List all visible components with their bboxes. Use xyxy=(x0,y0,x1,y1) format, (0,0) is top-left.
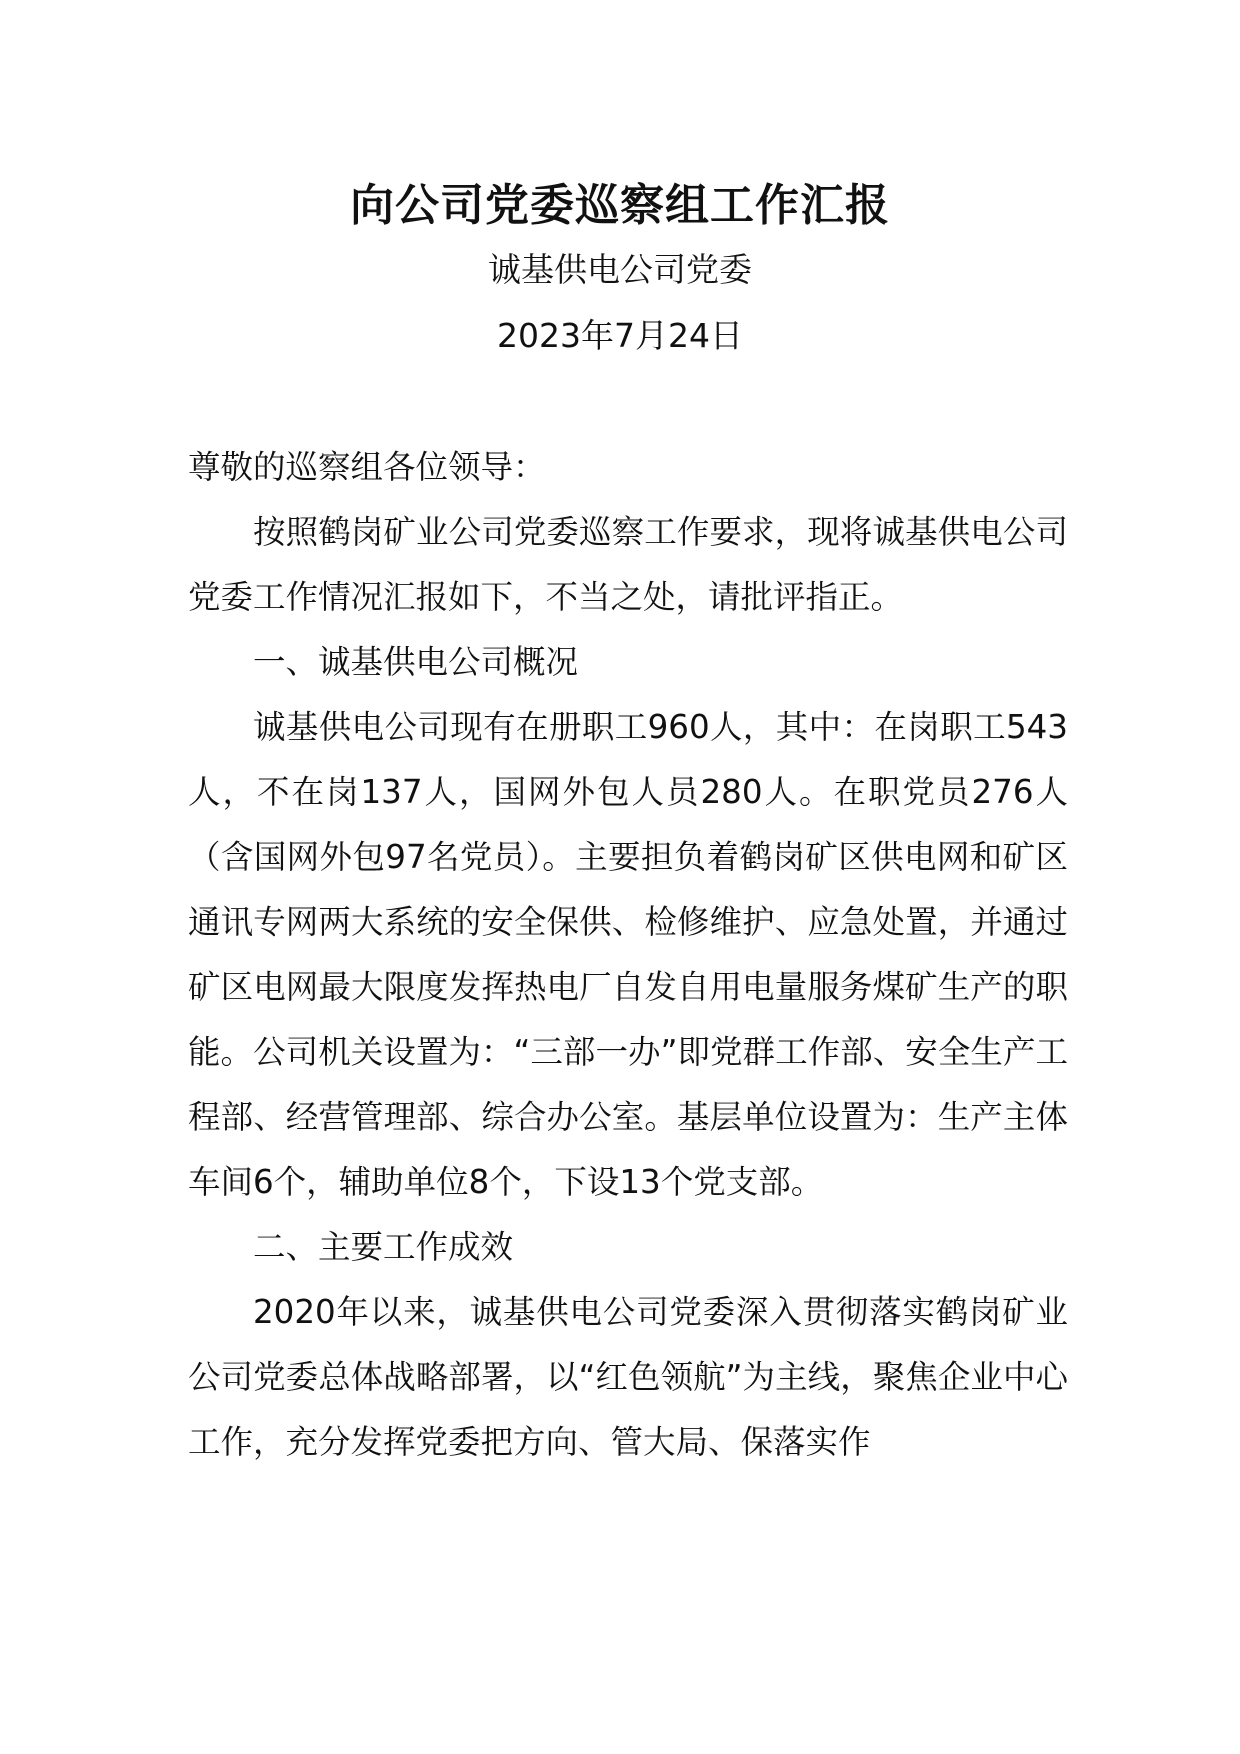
document-body xyxy=(188,435,1068,1475)
organization-name: 诚基供电公司党委 xyxy=(488,250,752,289)
document-date: 2023年7月24日 xyxy=(497,316,743,355)
overview-paragraph: 诚基供电公司现有在册职工960人，其中：在岗职工543人，不在岗137人，国网外包人员280人。在职党员276人（含国网外包97名党员）。主要担负着鹤岗矿区供电网和矿区通讯专网两大系统的安全保供、检修维护、应急处置，并通过矿区电网最大限度发挥热电厂自发自用电量服务煤矿生产的职能。公司机关设置为：“三部一办”即党群工作部、安全生产工程部、经营管理部、综合办公室。基层单位设置为：生产主体车间6个，辅助单位8个，下设13个党支部。 xyxy=(188,708,1068,1201)
achievements-paragraph: 2020年以来，诚基供电公司党委深入贯彻落实鹤岗矿业公司党委总体战略部署，以“红色领航”为主线，聚焦企业中心工作，充分发挥党委把方向、管大局、保落实作 xyxy=(188,1293,1068,1461)
salutation: 尊敬的巡察组各位领导： xyxy=(188,448,546,486)
document-title: 向公司党委巡察组工作汇报 xyxy=(350,180,890,231)
section-heading-overview: 一、诚基供电公司概况 xyxy=(253,643,579,681)
intro-paragraph: 按照鹤岗矿业公司党委巡察工作要求，现将诚基供电公司党委工作情况汇报如下，不当之处，请批评指正。 xyxy=(188,513,1068,616)
section-heading-achievements: 二、主要工作成效 xyxy=(253,1228,514,1266)
